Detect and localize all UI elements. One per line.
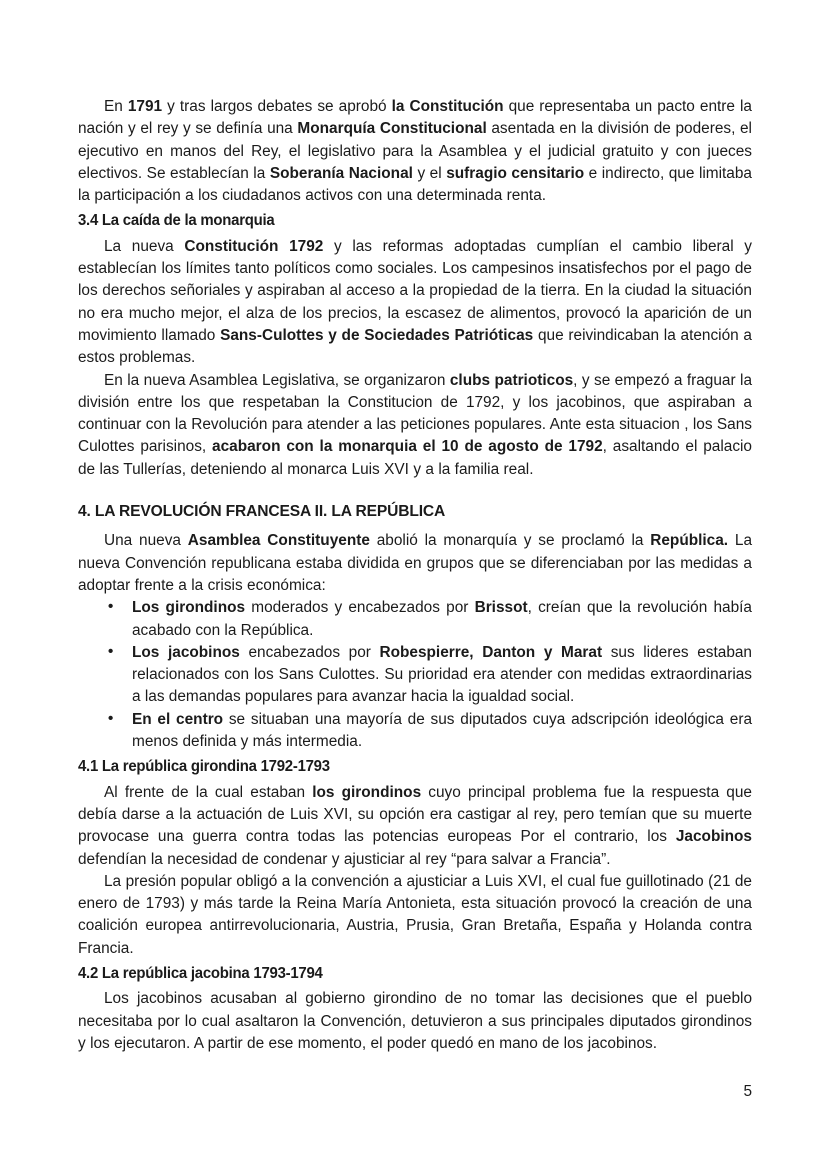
heading-4-1: 4.1 La república girondina 1792-1793 [78, 758, 330, 776]
heading-3-4: 3.4 La caída de la monarquia [78, 212, 275, 230]
paragraph-jacobinos-convencion: Los jacobinos acusaban al gobierno girondino de no tomar las decisiones que el pueblo necesitaba por lo cual asaltaron la Convención, detuvieron a sus principales diputados girondinos y los ejecutaron. A partir de ese momento, el poder quedó en mano de los jacobinos. [78, 990, 752, 1052]
list-item: • Los jacobinos encabezados por Robespierre, Danton y Marat sus lideres estaban relacionados con los Sans Culottes. Su prioridad era atender con medidas extraordinarias a las demandas populares para avanzar hacia la igualdad social. [78, 642, 752, 709]
page-content [78, 96, 752, 1055]
paragraph-constitucion-1792: La nueva Constitución 1792 y las reformas adoptadas cumplían el cambio liberal y establecían los límites tanto políticos como sociales. Los campesinos insatisfechos por el pago de los derechos señoriales y aspiraban al acceso a la propiedad de la tierra. En la ciudad la situación no era mucho mejor, el alza de los precios, la escasez de alimentos, provocó la aparición de un movimiento llamado Sans-Culottes y de Sociedades Patrióticas que reivindicaban la atención a estos problemas. [78, 237, 752, 367]
page-number: 5 [743, 1083, 752, 1100]
list-grupos-convencion [78, 597, 752, 753]
paragraph-asamblea-constituyente: Una nueva Asamblea Constituyente abolió la monarquía y se proclamó la República. La nueva Convención republicana estaba dividida en grupos que se diferenciaban por las medidas a adoptar frente a la crisis económica: [78, 532, 753, 594]
paragraph-constitucion-1791: En 1791 y tras largos debates se aprobó la Constitución que representaba un pacto entre la nación y el rey y se definía una Monarquía Constitucional asentada en la división de poderes, el ejecutivo en manos del Rey, el legislativo para la Asamblea y el judicial gratuito y con jueces electivos. Se establecían la Soberanía Nacional y el sufragio censitario e indirecto, que limitaba la participación a los ciudadanos activos con una determinada renta. [78, 98, 752, 205]
paragraph-presion-popular: La presión popular obligó a la convención a ajusticiar a Luis XVI, el cual fue guillotinado (21 de enero de 1793) y más tarde la Reina María Antonieta, esta situación provocó la creación de una coalición europea antirrevolucionaria, Austria, Prusia, Gran Bretaña, España y Holanda contra Francia. [78, 872, 752, 957]
heading-seccion-4: 4. LA REVOLUCIÓN FRANCESA II. LA REPÚBLICA [78, 503, 446, 521]
heading-4-2: 4.2 La república jacobina 1793-1794 [78, 964, 323, 982]
paragraph-asamblea-legislativa: En la nueva Asamblea Legislativa, se organizaron clubs patrioticos, y se empezó a fraguar la división entre los que respetaban la Constitucion de 1792, y los jacobinos, que aspiraban a continuar con la Revolución para atender a las peticiones populares. Ante esta situacion , los Sans Culottes parisinos, acabaron con la monarquia el 10 de agosto de 1792, asaltando el palacio de las Tullerías, deteniendo al monarca Luis XVI y a la familia real. [78, 371, 753, 478]
paragraph-girondinos-luis-xvi: Al frente de la cual estaban los girondinos cuyo principal problema fue la respuesta que debía darse a la actuación de Luis XVI, su opción era castigar al rey, pero temían que su muerte provocase una guerra contra todas las potencias europeas Por el contrario, los Jacobinos defendían la necesidad de condenar y ajusticiar al rey “para salvar a Francia”. [78, 783, 752, 868]
list-item: • Los girondinos moderados y encabezados por Brissot, creían que la revolución había acabado con la República. [78, 597, 752, 642]
list-item: • En el centro se situaban una mayoría de sus diputados cuya adscripción ideológica era menos definida y más intermedia. [78, 709, 752, 754]
